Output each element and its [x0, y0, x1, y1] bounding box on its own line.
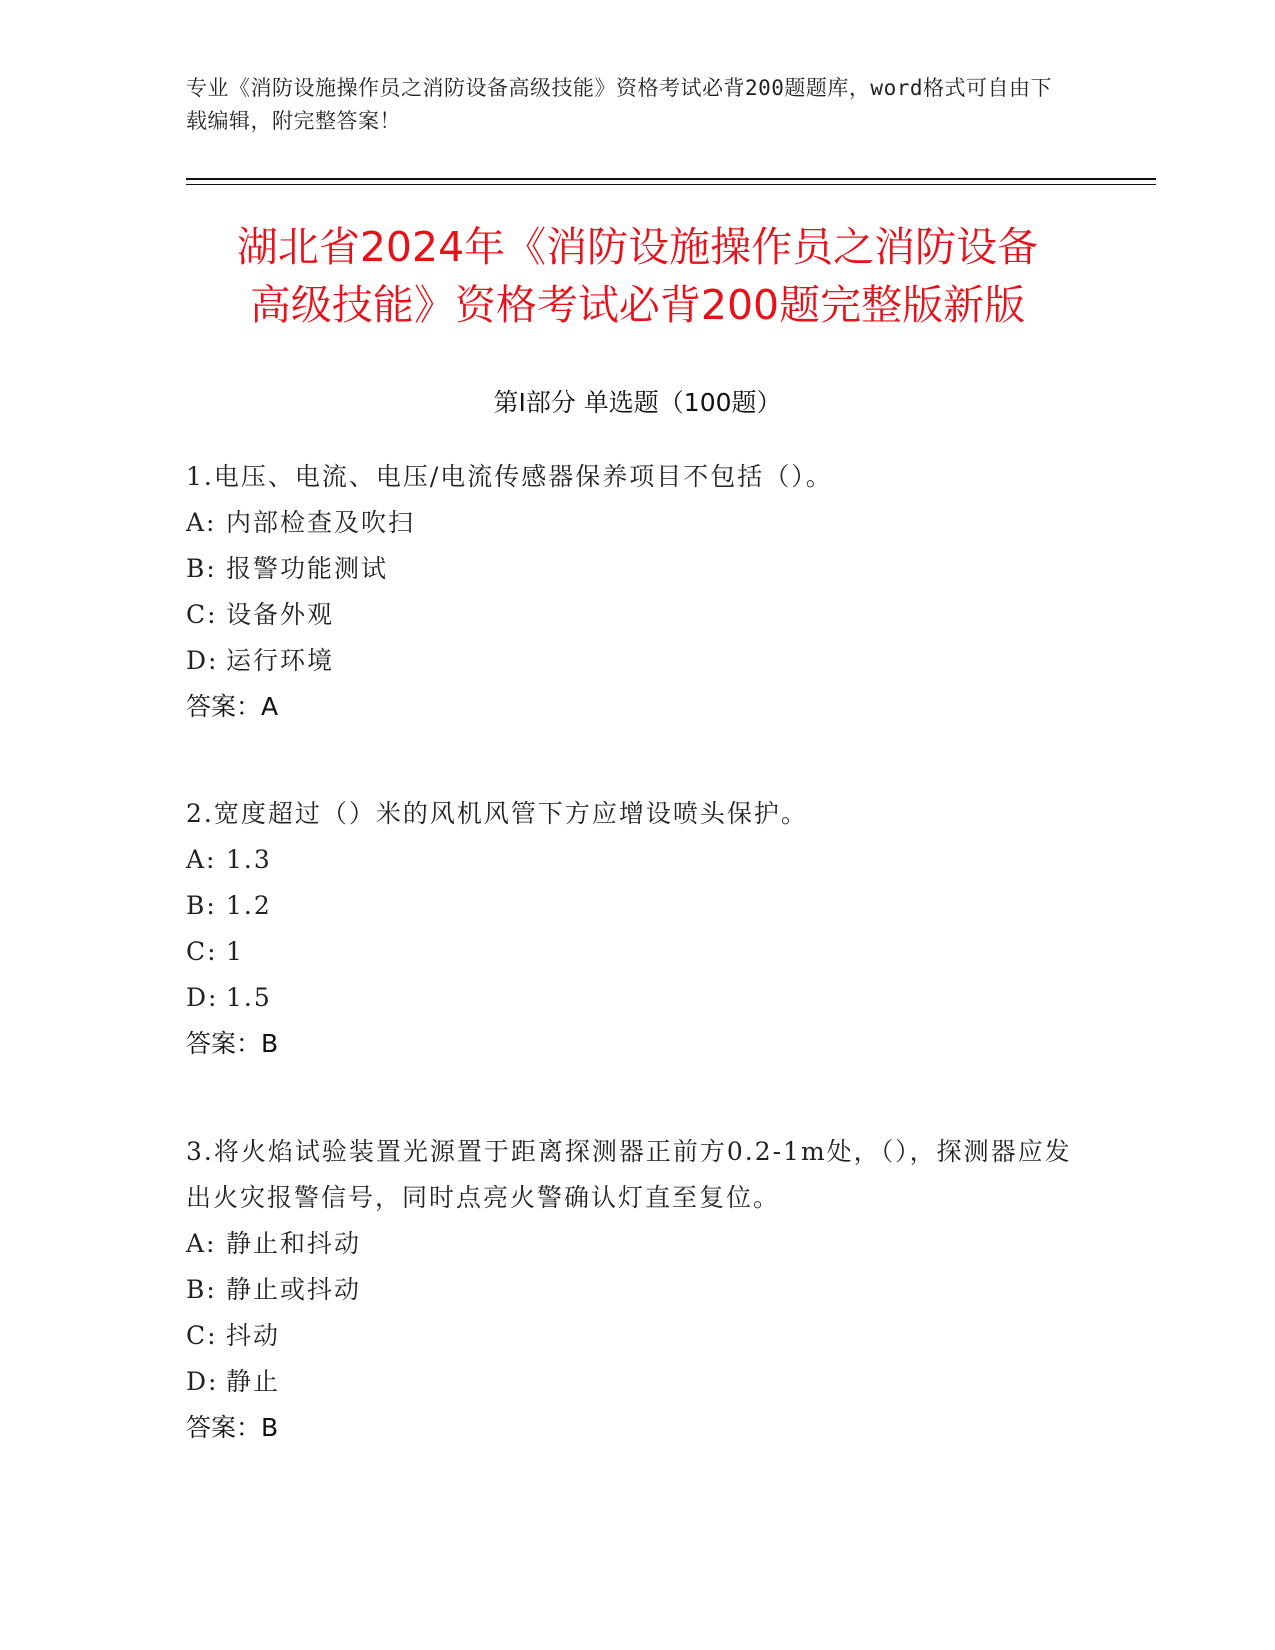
option-c: [186, 1313, 1086, 1359]
option-key: C:: [186, 1321, 218, 1350]
option-text: 运行环境: [226, 646, 335, 675]
question-2: [186, 791, 1086, 1067]
option-a: [186, 837, 1086, 883]
option-key: A:: [186, 508, 217, 537]
option-c: [186, 929, 1086, 975]
option-text: 报警功能测试: [226, 554, 389, 583]
option-text: 1: [226, 937, 244, 966]
document-title: [150, 218, 1125, 334]
option-b: [186, 546, 1086, 592]
option-key: D:: [186, 983, 219, 1012]
option-b: [186, 883, 1086, 929]
question-3: [186, 1129, 1086, 1451]
option-b: [186, 1267, 1086, 1313]
option-text: 抖动: [226, 1321, 281, 1350]
option-d: [186, 638, 1086, 684]
header-divider-thin: [186, 184, 1156, 185]
option-key: A:: [186, 845, 217, 874]
answer: 答案：B: [186, 1029, 279, 1058]
option-key: D:: [186, 646, 219, 675]
option-text: 1.2: [226, 891, 272, 920]
option-text: 静止: [226, 1367, 281, 1396]
option-key: B:: [186, 554, 217, 583]
option-key: D:: [186, 1367, 219, 1396]
option-text: 1.3: [226, 845, 272, 874]
option-key: B:: [186, 1275, 217, 1304]
header-divider-thick: [186, 178, 1156, 180]
option-text: 静止和抖动: [226, 1229, 362, 1258]
question-1: [186, 454, 1086, 730]
section-title: 第Ⅰ部分 单选题（100题）: [493, 388, 782, 417]
option-key: C:: [186, 937, 218, 966]
option-text: 静止或抖动: [226, 1275, 362, 1304]
option-key: B:: [186, 891, 217, 920]
option-key: C:: [186, 600, 218, 629]
header-note: 专业《消防设施操作员之消防设备高级技能》资格考试必背200题题库，word格式可自由下载编辑，附完整答案！: [186, 76, 1052, 133]
option-key: A:: [186, 1229, 217, 1258]
option-text: 1.5: [226, 983, 272, 1012]
question-stem: 1.电压、电流、电压/电流传感器保养项目不包括（）。: [186, 462, 833, 491]
option-text: 内部检查及吹扫: [226, 508, 416, 537]
option-a: [186, 500, 1086, 546]
answer: 答案：A: [186, 692, 279, 721]
option-c: [186, 592, 1086, 638]
document-title-line-1: 湖北省2024年《消防设施操作员之消防设备: [236, 223, 1039, 271]
option-d: [186, 975, 1086, 1021]
answer: 答案：B: [186, 1413, 279, 1442]
option-d: [186, 1359, 1086, 1405]
option-text: 设备外观: [226, 600, 335, 629]
option-a: [186, 1221, 1086, 1267]
document-title-line-2: 高级技能》资格考试必背200题完整版新版: [249, 281, 1026, 329]
question-stem: 2.宽度超过（）米的风机风管下方应增设喷头保护。: [186, 799, 808, 828]
question-stem: 3.将火焰试验装置光源置于距离探测器正前方0.2-1m处，（），探测器应发出火灾报警信号，同时点亮火警确认灯直至复位。: [186, 1137, 1072, 1212]
